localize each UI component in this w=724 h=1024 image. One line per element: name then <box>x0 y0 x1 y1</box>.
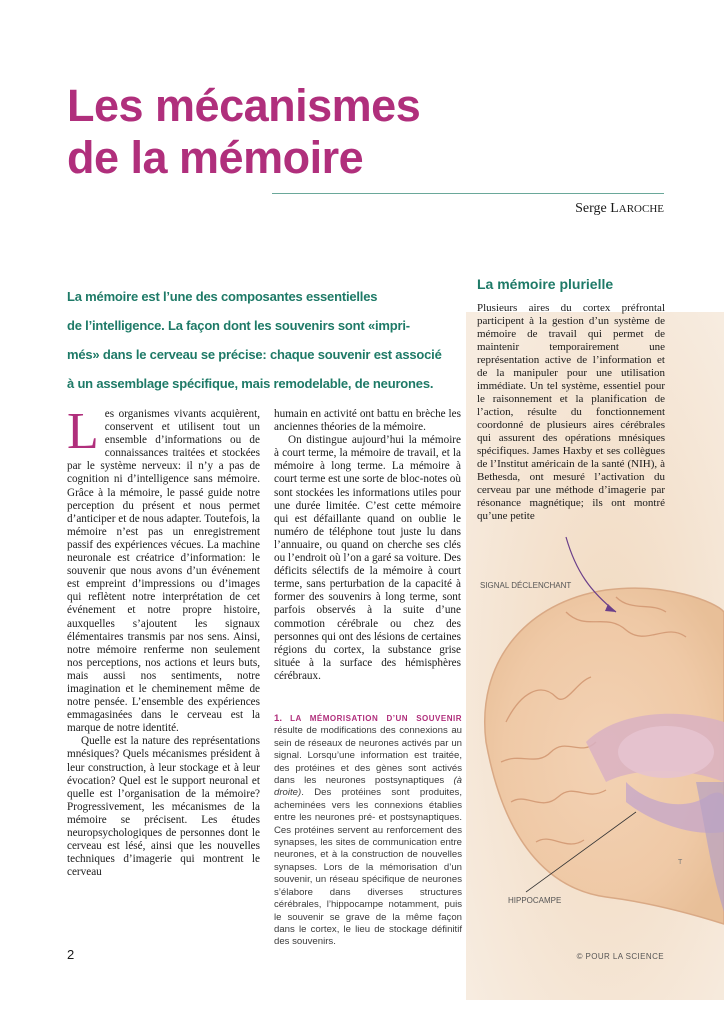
lead-line-2: de l’intelligence. La façon dont les souvenirs sont «impri- <box>67 318 410 333</box>
drop-cap: L <box>67 403 99 460</box>
page-number: 2 <box>67 947 75 962</box>
body-paragraph-2: Quelle est la nature des représentations mnésiques? Quels mécanismes président à leur construction, à leur stockage et à leur évocation? Quel est le support neuronal et quelle est l’organisation de la mémoire? Progressivement, les mécanismes de la mémoire se précisent. Les études neuropsychologiques de personnes dont le cerveau est lésé, ainsi que les nouvelles techniques d’imagerie qui montrent le cerveau <box>67 735 260 879</box>
caption-text-b: . Des protéines sont produites, acheminées vers les connexions établies entre les neurones pré- et postsynaptiques. Ces protéines servent au renforcement des synapses, les sites de communication entre neurones, et à la construction de nouvelles synapses. Lors de la mémorisation d’un souvenir, un réseau spécifique de neurones s’élabore dans diverses structures cérébrales, l’hippocampe notamment, puis le souvenir se grave de la même façon dans le cortex, le lieu de stockage définitif des souvenirs. <box>274 787 462 948</box>
author-byline <box>575 201 664 217</box>
author-name-smallcaps: AROCHE <box>618 203 664 215</box>
lead-line-3: més» dans le cerveau se précise: chaque souvenir est associé <box>67 347 442 362</box>
thalamus-region <box>618 726 714 778</box>
body-paragraph-1-text: es organismes vivants acquièrent, conservent et utilisent tout un ensemble d’informations ou de connaissances traitées et stockées par le système nerveux: il n’y a pas de cognition ni d’intelligence sans mémoire. Grâce à la mémoire, le passé guide notre perception du présent et nous permet d’anticiper et de nous adapter. Toutefois, la mémoire n’est pas un enregistrement passif des expériences vécues. La machine neuronale est créatrice d’information: le souvenir que nous avons d’un événement est empreint d’impressions ou d’images qui reflètent notre interprétation de cet événement et notre propre histoire, auxquelles s’ajoutent les signaux élémentaires transmis par nos sens. Ainsi, notre mémoire renferme non seulement nos perceptions, nos actions et leurs buts, mais aussi nos sentiments, notre imagination et le cheminement même de notre pensée. L’ensemble des expériences emmagasinées dans le cerveau est la marque de notre identité. <box>67 408 260 735</box>
hippocampe-label: HIPPOCAMPE <box>508 896 562 905</box>
body-paragraph-3: humain en activité ont battu en brèche les anciennes théories de la mémoire. <box>274 408 461 434</box>
sidebar-heading: La mémoire plurielle <box>477 276 614 292</box>
body-paragraph-4: On distingue aujourd’hui la mémoire à court terme, la mémoire de travail, et la mémoire à long terme. La mémoire à court terme est une sorte de bloc-notes où sont stockées les informations utiles pour une durée limitée. C’est cette mémoire qui est défaillante quand on oublie le numéro de téléphone tout juste lu dans l’annuaire, ou quand on cherche ses clés ou l’endroit où l’on a garé sa voiture. Des déficits sélectifs de la mémoire à court terme, sans perturbation de la capacité à former des souvenirs à long terme, sont parfois observés à la suite d’une commotion cérébrale ou chez des personnes qui ont des lésions de certaines régions du cortex, la substance grise située à la surface des hémisphères cérébraux. <box>274 434 461 682</box>
lead-line-4: à un assemblage spécifique, mais remodelable, de neurones. <box>67 376 434 391</box>
sidebar-text <box>477 302 665 523</box>
title-line-1: Les mécanismes <box>67 80 421 131</box>
sidebar-paragraph: Plusieurs aires du cortex préfrontal participent à la gestion d’un système de mémoire de travail qui permet de maintenir temporairement une représentation active de l’information et de la manipuler pour une utilisation immédiate. Un tel système, essentiel pour le raisonnement et la planification de l’action, résulte du fonctionnement coordonné de plusieurs aires cérébrales qui assurent des opérations mnésiques spécifiques. James Haxby et ses collègues de l’Institut américain de la santé (NIH), à Bethesda, ont mesuré l’activation du cerveau par une méthode d’imagerie par résonance magnétique; ils ont montré qu’une petite <box>477 302 665 522</box>
image-credit: © POUR LA SCIENCE <box>576 952 664 961</box>
caption-text-a: résulte de modifications des connexions au sein de réseaux de neurones activés par un signal. Lorsqu’une information est traitée, des protéines et des gènes sont activés dans les neurones postsynaptiques <box>274 725 462 787</box>
body-column-2 <box>274 408 461 683</box>
caption-emphasis: (à droite) <box>274 775 462 799</box>
lead-line-1: La mémoire est l’une des composantes essentielles <box>67 289 378 304</box>
article-title <box>67 80 420 184</box>
caption-number: 1. <box>274 713 283 724</box>
title-rule <box>272 193 664 194</box>
author-name-start: Serge L <box>575 201 619 216</box>
small-t-label: T <box>678 859 683 866</box>
body-paragraph-1 <box>67 403 260 735</box>
signal-label: SIGNAL DÉCLENCHANT <box>480 581 572 590</box>
body-column-1 <box>67 403 260 879</box>
title-line-2: de la mémoire <box>67 132 364 183</box>
caption-heading: LA MÉMORISATION D’UN SOUVENIR <box>290 714 463 723</box>
figure-caption <box>274 713 462 949</box>
lead-paragraph <box>67 282 465 398</box>
